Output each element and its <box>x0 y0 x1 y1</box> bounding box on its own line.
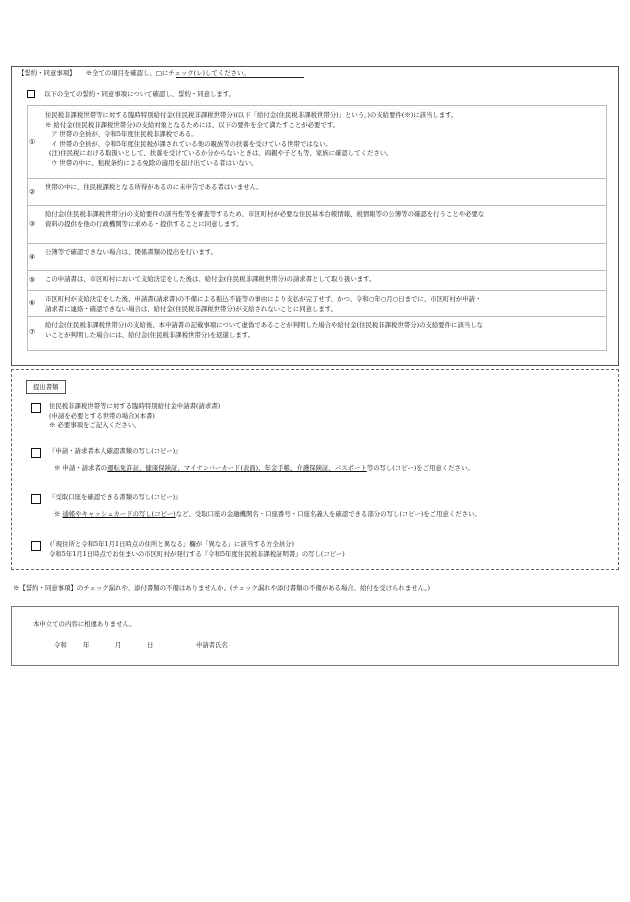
document-item-text: 『受取口座を確認できる書類の写し(コピー)』 <box>49 493 182 501</box>
day-label: 日 <box>147 641 154 649</box>
agreement-item-divider <box>28 243 606 244</box>
agreement-item-text: 給付金(住民税非課税世帯分)の支給要件の該当性等を審査等するため、市区町村が必要な住民基本台帳情報、税情報等の公簿等の確認を行うことや必要な <box>45 210 485 218</box>
agreement-item-text: 世帯の中に、住民税課税となる所得があるのに未申告である者はいません。 <box>45 183 263 191</box>
agreement-item-number: ④ <box>29 252 36 261</box>
applicant-name-label: 申請者氏名 <box>196 641 228 649</box>
document-checkbox[interactable] <box>31 403 41 413</box>
agreement-item-divider <box>28 316 606 317</box>
declaration-statement: 本申立ての内容に相違ありません。 <box>33 620 136 628</box>
document-item-text: 令和5年1月1日時点でお住まいの市区町村が発行する『令和5年度住民税非課税証明書』の写し(コピー) <box>49 549 345 558</box>
warning-text: ※【誓約・同意事項】のチェック漏れや、添付書類の不備はありませんか。(チェック漏れや添付書類の不備がある場合、給付を受けられません。) <box>13 584 431 592</box>
month-label: 月 <box>115 641 122 649</box>
agreement-item-text: ウ 世帯の中に、租税条約による免除の適用を届け出ている者はいない。 <box>51 158 258 167</box>
document-item-text: 住民税非課税世帯等に対する臨時特別給付金申請書(請求書) <box>49 402 221 410</box>
document-checkbox[interactable] <box>31 448 41 458</box>
agreement-item-divider <box>28 178 606 179</box>
agreement-header <box>18 69 250 77</box>
document-item-text: (申請を必要とする世帯の場合)(本書) <box>49 411 155 420</box>
agreement-item-text: いことが判明した場合には、給付金(住民税非課税世帯分)を返還します。 <box>45 330 254 339</box>
agreement-item-text: ※ 給付金(住民税非課税世帯分)の支給対象となるためには、以下の要件を全て満たすことが必要です。 <box>45 120 340 129</box>
era-label: 令和 <box>54 641 67 649</box>
agreement-item-divider <box>28 290 606 291</box>
document-item-note: ※ 申請・請求者の運転免許証、健康保険証、マイナンバーカード(表面)、年金手帳、介護保険証、パスポート等の写し(コピー)をご用意ください。 <box>54 464 474 472</box>
document-item-text: (「現住所と令和5年1月1日時点の住所と異なる」欄が「異なる」に該当する方全員分) <box>50 540 295 548</box>
agreement-item-divider <box>28 270 606 271</box>
agreement-instruction: ※全ての項目を確認し、□にチェック(レ)してください。 <box>85 69 250 77</box>
agreement-title: 【誓約・同意事項】 <box>18 69 76 77</box>
agreement-item-text: 請求者に連絡・確認できない場合は、給付金(住民税非課税世帯分)が支給されないことに同意します。 <box>45 304 338 313</box>
agreement-item-text: (注)住民税における取扱いとして、扶養を受けているか分からないときは、両親や子ども等、家族に確認してください。 <box>49 149 393 157</box>
agreement-item-number: ② <box>29 187 36 196</box>
agree-all-checkbox[interactable] <box>27 90 35 98</box>
agreement-item-text: 公簿等で確認できない場合は、関係書類の提出を行います。 <box>45 248 218 256</box>
document-checkbox[interactable] <box>31 494 41 504</box>
agreement-item-number: ⑦ <box>29 328 36 336</box>
document-checkbox[interactable] <box>31 541 41 551</box>
agree-all-label: 以下の全ての誓約・同意事項について確認し、誓約・同意します。 <box>44 90 236 98</box>
agreement-item-text: ア 世帯の全員が、令和5年度住民税非課税である。 <box>51 130 198 138</box>
year-label: 年 <box>83 641 90 649</box>
agreement-item-number: ③ <box>29 220 36 228</box>
document-item-text: ※ 必要事項をご記入ください。 <box>49 421 141 429</box>
document-item-text: 『申請・請求者本人確認書類の写し(コピー)』 <box>49 447 182 455</box>
documents-label: 提出書類 <box>26 380 66 394</box>
declaration-box <box>11 606 619 666</box>
agreement-item-number: ⑤ <box>29 276 36 284</box>
instruction-underline <box>176 77 304 78</box>
agreement-item-text: 給付金(住民税非課税世帯分)の支給後、本申請書の記載事項について虚偽であることが判明した場合や給付金(住民税非課税世帯分)の支給要件に該当しな <box>45 321 484 329</box>
agreement-item-text: 住民税非課税世帯等に対する臨時特別給付金(住民税非課税世帯分)(以下「給付金(住民税非課税世帯分)」という。)の支給要件(※)に該当します。 <box>45 111 458 119</box>
agreement-item-text: 市区町村が支給決定をした後、申請書(請求書)の不備による振込不能等の事由により支払が完了せず、かつ、令和○年○月○日までに、市区町村が申請・ <box>45 295 482 303</box>
document-item-note: ※ 通帳やキャッシュカードの写し(コピー)など、受取口座の金融機関名・口座番号・口座名義人を確認できる部分の写し(コピー)をご用意ください。 <box>54 510 481 518</box>
agreement-item-text: この申請書は、市区町村において支給決定をした後は、給付金(住民税非課税世帯分)の請求書として取り扱います。 <box>45 275 376 283</box>
agreement-item-number: ① <box>29 138 36 146</box>
agreement-item-divider <box>28 205 606 206</box>
agreement-item-text: イ 世帯の全員が、令和5年度住民税が課されている他の親族等の扶養を受けている世帯ではない。 <box>51 139 332 148</box>
agreement-item-text: 資料の提供を他の行政機関等に求める・提供することに同意します。 <box>45 219 243 228</box>
agreement-item-number: ⑥ <box>29 299 36 307</box>
